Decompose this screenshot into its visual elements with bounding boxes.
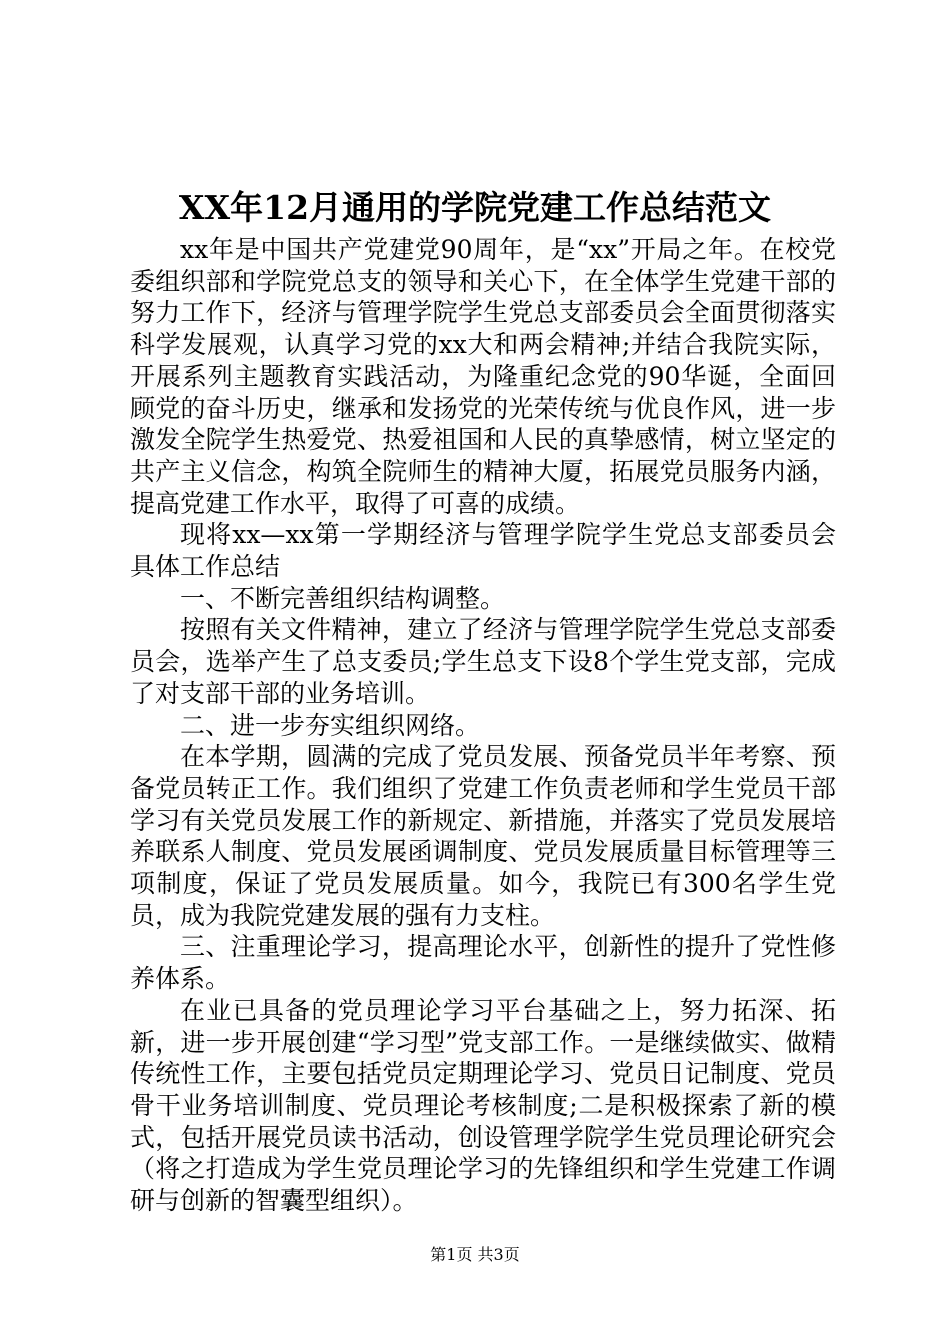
document-title: XX年12月通用的学院党建工作总结范文 — [178, 188, 772, 227]
section-heading-2: 二、进一步夯实组织网络。 — [180, 710, 481, 740]
paragraph-section-1: 按照有关文件精神，建立了经济与管理学院学生党总支部委员会，选举产生了总支委员;学生总支下设8个学生党支部，完成了对支部干部的业务培训。 — [130, 615, 836, 708]
page-number-footer: 第1页 共3页 — [430, 1245, 520, 1264]
paragraph-summary-lead: 现将xx—xx第一学期经济与管理学院学生党总支部委员会具体工作总结 — [130, 520, 836, 582]
paragraph-intro: xx年是中国共产党建党90周年，是“xx”开局之年。在校党委组织部和学院党总支的领导和关心下，在全体学生党建干部的努力工作下，经济与管理学院学生党总支部委员会全面贯彻落实科学发展观，认真学习党的xx大和两会精神;并结合我院实际，开展系列主题教育实践活动，为隆重纪念党的90华诞，全面回顾党的奋斗历史，继承和发扬党的光荣传统与优良作风，进一步激发全院学生热爱党、热爱祖国和人民的真挚感情，树立坚定的共产主义信念，构筑全院师生的精神大厦，拓展党员服务内涵，提高党建工作水平，取得了可喜的成绩。 — [130, 235, 836, 518]
paragraph-section-2: 在本学期，圆满的完成了党员发展、预备党员半年考察、预备党员转正工作。我们组织了党建工作负责老师和学生党员干部学习有关党员发展工作的新规定、新措施，并落实了党员发展培养联系人制度、党员发展函调制度、党员发展质量目标管理等三项制度，保证了党员发展质量。如今，我院已有300名学生党员，成为我院党建发展的强有力支柱。 — [130, 742, 836, 930]
document-body — [130, 234, 836, 1217]
section-heading-1: 一、不断完善组织结构调整。 — [180, 583, 506, 613]
section-heading-3: 三、注重理论学习，提高理论水平，创新性的提升了党性修养体系。 — [130, 932, 836, 994]
paragraph-section-3: 在业已具备的党员理论学习平台基础之上，努力拓深、拓新，进一步开展创建“学习型”党支部工作。一是继续做实、做精传统性工作，主要包括党员定期理论学习、党员日记制度、党员骨干业务培训制度、党员理论考核制度;二是积极探索了新的模式，包括开展党员读书活动，创设管理学院学生党员理论研究会（将之打造成为学生党员理论学习的先锋组织和学生党建工作调研与创新的智囊型组织）。 — [130, 995, 836, 1216]
